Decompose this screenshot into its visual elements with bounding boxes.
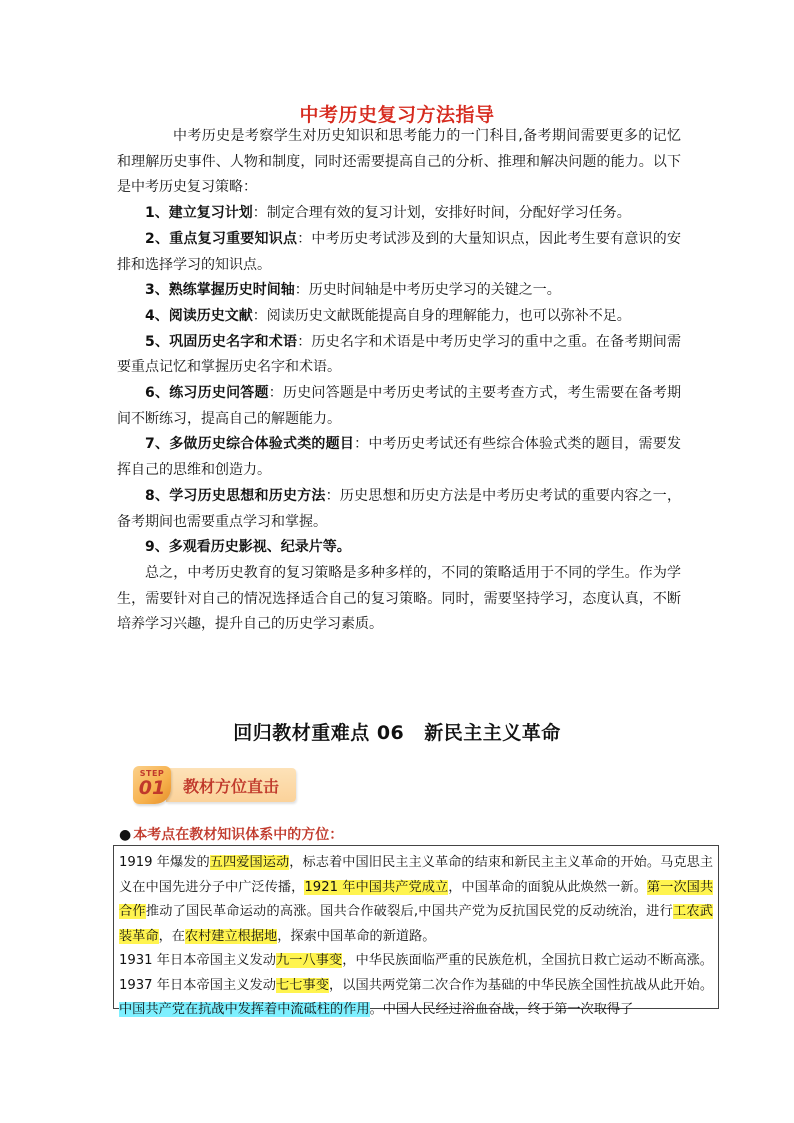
strategy-item-text: ：制定合理有效的复习计划，安排好时间，分配好学习任务。 [252,205,631,222]
knowledge-box [113,845,719,1017]
conclusion-paragraph: 总之，中考历史教育的复习策略是多种多样的，不同的策略适用于不同的学生。作为学生，需要针对自己的情况选择适合自己的复习策略。同时，需要坚持学习，态度认真，不断培养学习兴趣，提升自己的历史学习素质。 [117,564,681,633]
strategy-item [117,278,681,304]
text-run: ，中国革命的面貌从此焕然一新。 [448,879,647,895]
strategy-item-heading: 练习历史问答题 [169,385,269,402]
text-run: 。中国人民经过浴血奋战，终于第一次取得了 [369,1002,634,1017]
text-run: ，在 [158,928,185,944]
strategy-item [117,432,681,483]
bullet-dot-icon: ● [119,827,132,843]
knowledge-paragraph-1 [119,851,713,949]
strategy-item-number: 2、 [145,230,170,247]
bullet-text: 本考点在教材知识体系中的方位： [133,827,344,843]
highlighted-key-point: 中国共产党在抗战中发挥着中流砥柱的作用 [119,1002,370,1017]
text-run: ，标志着中国旧民主主义革命的结束和新民主主义革命的开始。马克思主义在中国先进分子中广泛传播， [119,855,714,895]
strategy-item-number: 6、 [145,385,170,402]
text-run: 推动了国民革命运动的高涨。国共合作破裂后,中国共产党为反抗国民党的反动统治，进行 [145,904,673,919]
text-run: ，探索中国革命的新道路。 [277,928,436,944]
strategy-item-text: ：中考历史考试涉及到的大量知识点，因此考生要有意识的安排和选择学习的知识点。 [117,230,681,273]
strategy-item-number: 7、 [145,436,170,453]
knowledge-paragraph-2 [119,949,713,1023]
strategy-item-heading: 学习历史思想和历史方法 [169,487,326,504]
strategy-item-heading: 多观看历史影视、纪录片等。 [168,539,351,556]
strategy-item-heading: 重点复习重要知识点 [169,230,298,247]
text-run: 1919 年爆发的 [119,855,210,870]
text-run: ，以国共两党第二次合作为基础的中华民族全国性抗战从此开始。 [329,977,714,993]
section-title-topic: 新民主主义革命 [424,722,561,744]
strategy-list [117,201,681,561]
strategy-item [117,227,681,278]
section-title-number: 回归教材重难点 06 [233,722,405,744]
highlighted-term: 农村建立根据地 [184,928,278,944]
strategy-item-number: 4、 [145,307,169,324]
strategy-item-number: 8、 [145,487,170,504]
strategy-item [117,484,681,535]
highlighted-term: 九一八事变 [276,953,343,968]
strategy-item-heading: 巩固历史名字和术语 [169,333,298,350]
highlighted-term: 七七事变 [276,977,329,993]
intro-paragraph: 中考历史是考察学生对历史知识和思考能力的一门科目,备考期间需要更多的记忆和理解历史事件、人物和制度，同时还需要提高自己的分析、推理和解决问题的能力。以下是中考历史复习策略： [117,128,681,196]
highlighted-term: 工农武装革命 [119,904,713,944]
strategy-item-text: ：历史思想和历史方法是中考历史考试的重要内容之一，备考期间也需要重点学习和掌握。 [117,487,681,530]
strategy-item-text: ：历史名字和术语是中考历史学习的重中之重。在备考期间需要重点记忆和掌握历史名字和术语。 [117,333,681,376]
strategy-item [117,201,681,227]
highlighted-term: 1921 年中国共产党成立 [304,879,449,895]
text-run: 1931 年日本帝国主义发动 [119,953,277,968]
strategy-item [117,304,681,330]
strategy-item-heading: 多做历史综合体验式类的题目 [169,436,355,453]
step-badge-icon [133,766,171,804]
strategy-item-number: 3、 [145,282,169,299]
strategy-item [117,381,681,432]
strategy-item [117,330,681,381]
step-word: STEP [139,769,165,778]
highlighted-term: 五四爱国运动 [209,855,290,870]
strategy-item-number: 1、 [145,205,169,222]
strategy-item-text: ：历史时间轴是中考历史学习的关键之一。 [294,282,561,299]
document-title: 中考历史复习方法指导 [299,104,495,126]
strategy-item-number: 5、 [145,333,170,350]
strategy-item-text: ：历史问答题是中考历史考试的主要考查方式，考生需要在备考期间不断练习，提高自己的解题能力。 [117,385,681,427]
step-number: 01 [138,777,166,799]
document-body [117,124,681,638]
step-label: 教材方位直击 [183,777,280,796]
text-run: ，中华民族面临严重的民族危机，全国抗日救亡运动不断高涨。1937 年日本帝国主义发动 [119,953,713,993]
strategy-item-text: ：阅读历史文献既能提高自身的理解能力，也可以弥补不足。 [252,307,631,324]
strategy-item-heading: 熟练掌握历史时间轴 [168,282,295,299]
section-title [0,718,794,745]
strategy-item-text: ：中考历史考试还有些综合体验式类的题目，需要发挥自己的思维和创造力。 [117,436,681,479]
strategy-item [117,535,681,561]
position-bullet [119,824,343,844]
highlighted-term: 第一次国共合作 [119,879,714,919]
strategy-item-number: 9、 [145,539,169,556]
strategy-item-heading: 阅读历史文献 [168,307,253,324]
strategy-item-heading: 建立复习计划 [168,205,253,222]
